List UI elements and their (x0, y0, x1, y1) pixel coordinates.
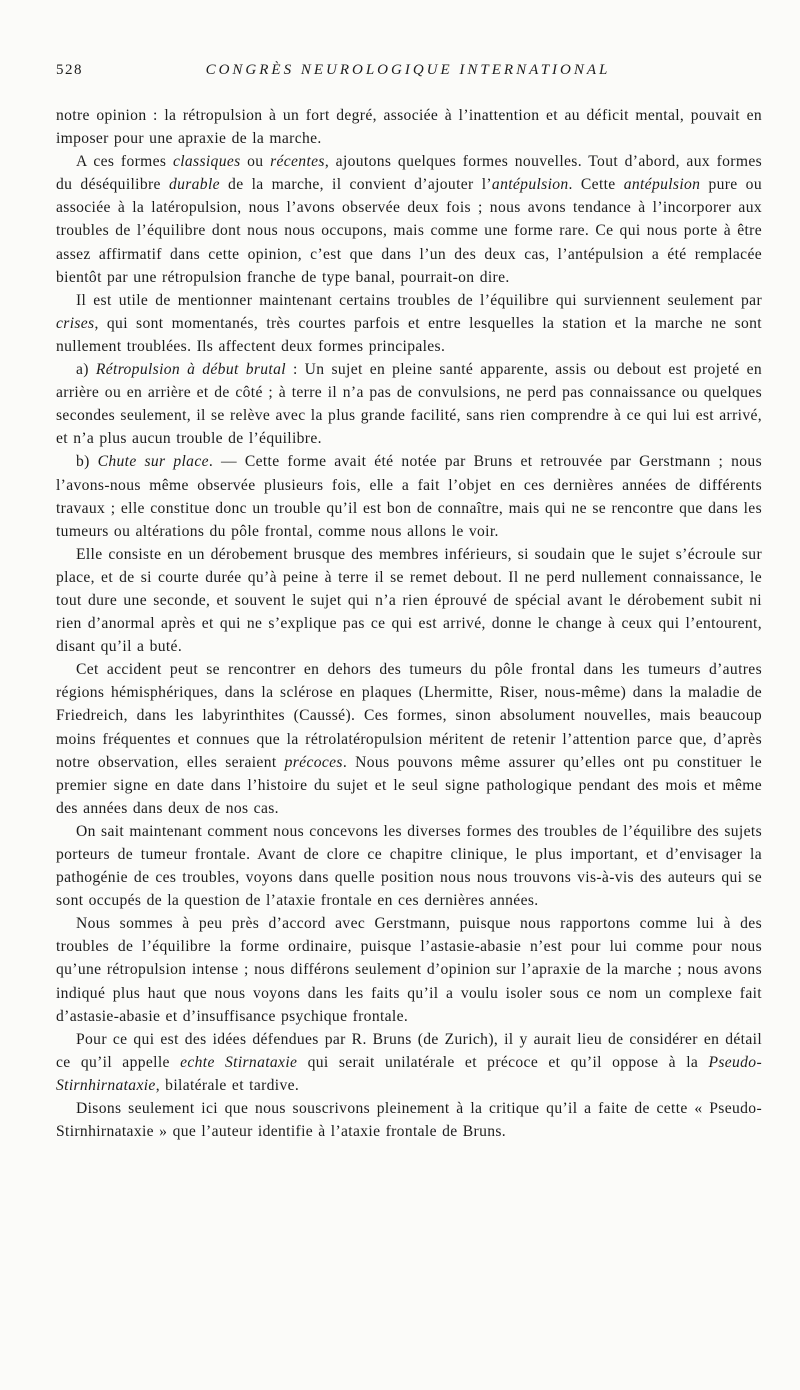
italic-text: récentes (270, 153, 325, 171)
italic-text: durable (168, 176, 220, 194)
text-run: . Nous pouvons même assurer qu’elles ont pu constituer le premier signe en date dans l’histoire du sujet et le seul signe pathologique pendant des mois et même des années dans deux de nos cas. (56, 753, 762, 817)
paragraph (56, 820, 762, 912)
paragraph (56, 1097, 762, 1143)
paragraph (56, 912, 762, 1027)
running-title: CONGRÈS NEUROLOGIQUE INTERNATIONAL (205, 62, 611, 78)
italic-text: Pseudo-Stirnhirnataxie (56, 1053, 763, 1094)
text-run: . Cette (568, 176, 624, 194)
text-run: Disons seulement ici que nous souscrivons pleinement à la critique qu’il a faite de cette « Pseudo-Stirnhirnataxie » que l’auteur identifie à l’ataxie frontale de Bruns. (56, 1100, 762, 1141)
paragraph (56, 289, 762, 358)
text-run: qui serait unilatérale et précoce et qu’il oppose à la (297, 1053, 709, 1071)
text-run: Pour ce qui est des idées défendues par R. Bruns (de Zurich), il y aurait lieu de considérer en détail ce qu’il appelle (56, 1030, 762, 1071)
text-run: A ces formes (76, 153, 173, 171)
text-run: de la marche, il convient d’ajouter l’ (219, 176, 492, 194)
italic-text: Chute sur place (97, 453, 209, 471)
text-run: a) (76, 361, 96, 379)
paragraph (56, 104, 762, 150)
paragraph (56, 150, 762, 289)
italic-text: crises (56, 314, 95, 332)
text-run: . — Cette forme avait été notée par Bruns et retrouvée par Gerstmann ; nous l’avons-nous même observée plusieurs fois, elle a fait l’objet en ces dernières années de différents travaux ; elle constitue donc un trouble qu’il est bon de connaître, mais qui ne se rencontre que dans les tumeurs ou altérations du pôle frontal, comme nous allons le voir. (56, 453, 762, 540)
text-run: Elle consiste en un dérobement brusque des membres inférieurs, si soudain que le sujet s’écroule sur place, et de si courte durée qu’à peine à terre il se remet debout. Il ne perd nullement connaissance, le tout dure une seconde, et souvent le sujet qui n’a rien éprouvé de spécial avant le dérobement subit ni rien d’anormal après et qui ne s’explique pas ce qui est arrivé, donne le change à ceux qui l’entourent, disant qu’il a buté. (56, 545, 762, 656)
page-number: 528 (56, 62, 83, 78)
text-run: Nous sommes à peu près d’accord avec Gerstmann, puisque nous rapportons comme lui à des troubles de l’équilibre la forme ordinaire, puisque l’astasie-abasie n’est pour lui comme pour nous qu’une rétropulsion intense ; nous différons seulement d’opinion sur l’apraxie de la marche ; nous avons indiqué plus haut que nous voyons dans les faits qu’il a voulu isoler sous ce nom un complexe fait d’astasie-abasie et d’insuffisance psychique frontale. (56, 915, 762, 1025)
text-run: On sait maintenant comment nous concevons les diverses formes des troubles de l’équilibre des sujets porteurs de tumeur frontale. Avant de clore ce chapitre clinique, le plus important, et d’envisager la pathogénie de ces troubles, voyons dans quelle position nous nous trouvons vis-à-vis des auteurs qui se sont occupés de la question de l’ataxie frontale en ces dernières années. (56, 822, 762, 910)
text-run: , ajoutons quelques formes nouvelles. Tout d’abord, aux formes du déséquilibre (56, 153, 763, 194)
paragraph (56, 358, 762, 450)
text-run: notre opinion : la rétropulsion à un fort degré, associée à l’inattention et au déficit mental, pouvait en imposer pour une apraxie de la marche. (56, 107, 762, 148)
text-run: , bilatérale et tardive. (155, 1076, 300, 1094)
italic-text: antépulsion (623, 176, 701, 194)
italic-text: echte Stirnataxie (180, 1053, 298, 1071)
italic-text: Rétropulsion à début brutal (95, 361, 286, 379)
paragraph (56, 543, 762, 658)
text-run: pure ou associée à la latéropulsion, nous l’avons observée deux fois ; nous avons tendance à l’incorporer aux troubles de l’équilibre dont nous nous occupons, mais comme une forme rare. Ce qui nous porte à être assez affirmatif dans cette opinion, c’est que dans l’un des deux cas, l’antépulsion a été remplacée bientôt par une rétropulsion franche de type banal, pourrait-on dire. (56, 176, 762, 286)
text-run: Cet accident peut se rencontrer en dehors des tumeurs du pôle frontal dans les tumeurs d’autres régions hémisphériques, dans la sclérose en plaques (Lhermitte, Riser, nous-même) dans la maladie de Friedreich, dans les labyrinthites (Caussé). Ces formes, sinon absolument nouvelles, mais beaucoup moins fréquentes et connues que la rétrolatéropulsion méritent de retenir l’attention parce que, d’après notre observation, elles seraient (56, 661, 762, 771)
body-text (56, 104, 762, 1143)
text-run: , qui sont momentanés, très courtes parfois et entre lesquelles la station et la marche ne sont nullement troublées. Ils affectent deux formes principales. (56, 314, 762, 355)
paragraph (56, 1028, 762, 1097)
paragraph (56, 450, 762, 542)
running-header (56, 62, 760, 84)
text-run: : Un sujet en pleine santé apparente, assis ou debout est projeté en arrière ou en arrière et de côté ; à terre il n’a pas de convulsions, ne perd pas connaissance ou quelques secondes seulement, il se relève avec la plus grande facilité, sans rien comprendre à ce qui lui est arrivé, et n’a plus aucun trouble de l’équilibre. (56, 361, 763, 448)
italic-text: classiques (172, 153, 241, 171)
italic-text: antépulsion (491, 176, 569, 194)
text-run: Il est utile de mentionner maintenant certains troubles de l’équilibre qui surviennent seulement par (76, 291, 762, 309)
text-run: b) (76, 453, 98, 471)
paragraph (56, 658, 762, 820)
text-run: ou (240, 153, 271, 171)
italic-text: précoces (284, 753, 343, 771)
